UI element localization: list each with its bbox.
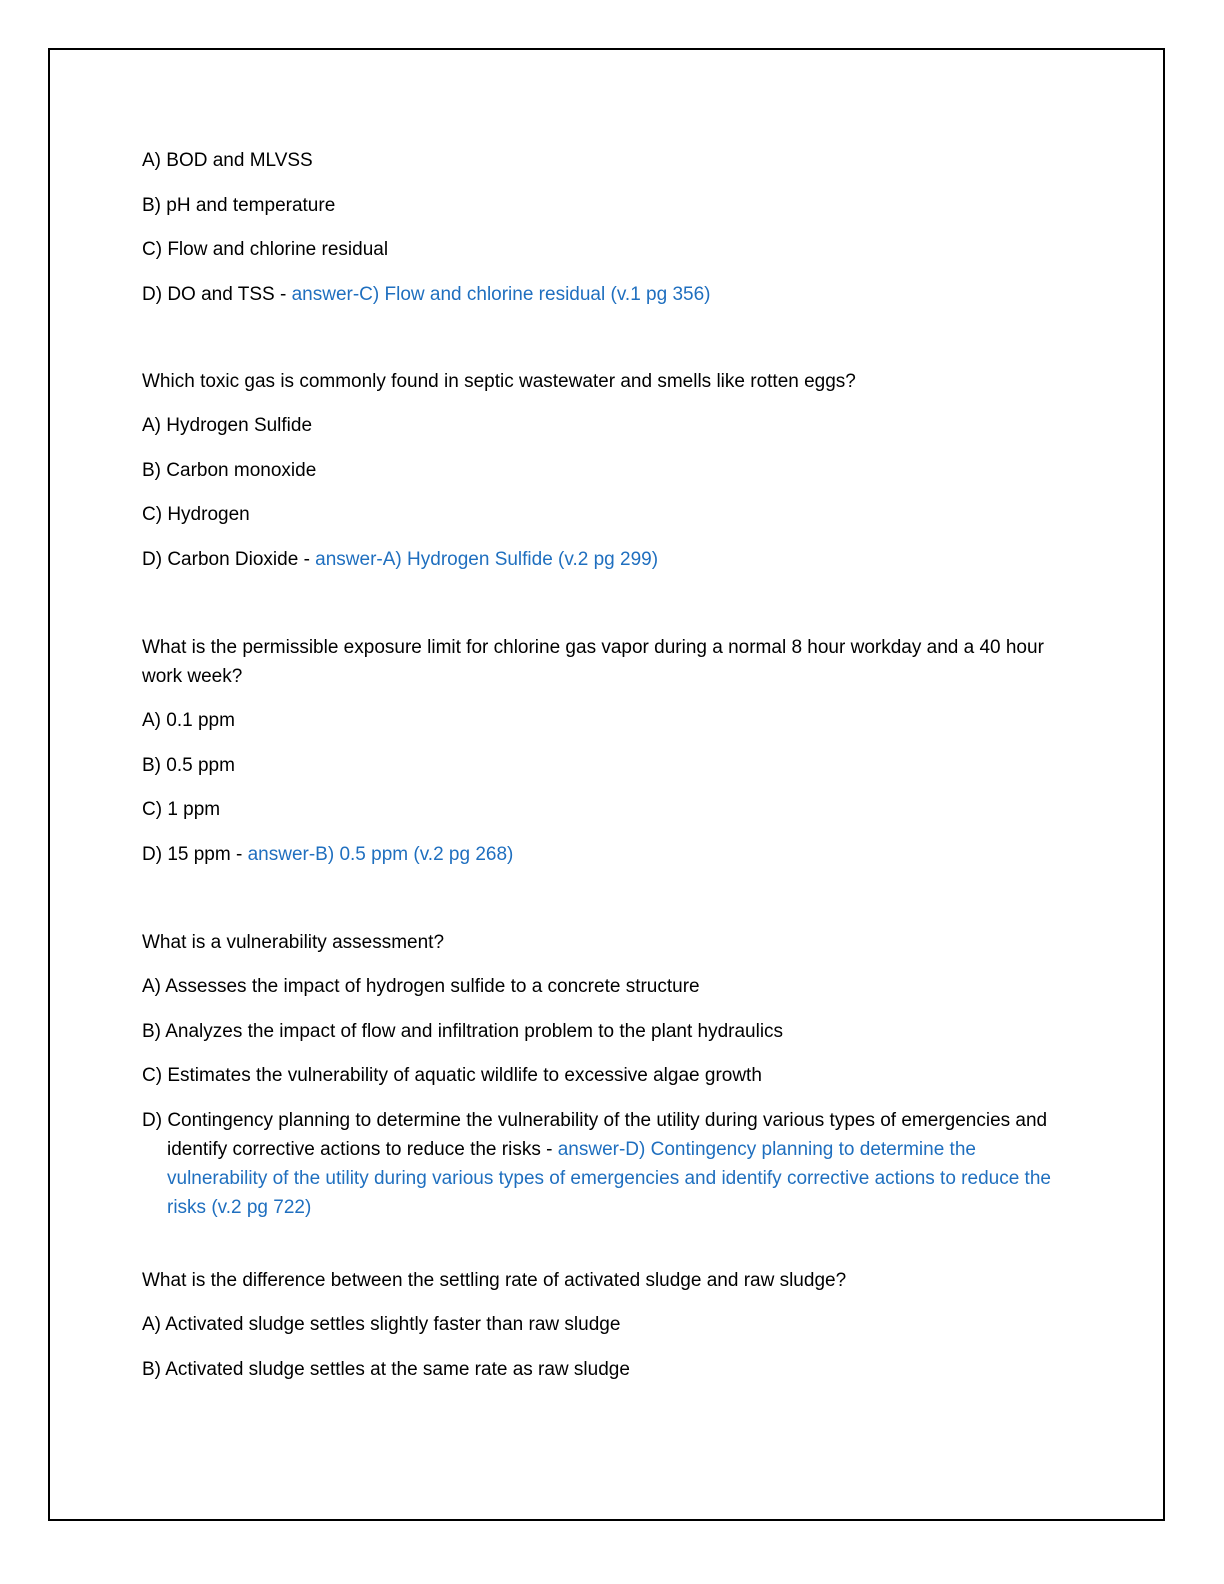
option-c: C) Estimates the vulnerability of aquatic wildlife to excessive algae growth [142, 1065, 762, 1086]
option-d: D) Carbon Dioxide - [142, 548, 316, 570]
option-d: D) 15 ppm - [142, 843, 248, 865]
question-text: What is the permissible exposure limit for chlorine gas vapor during a normal 8 hour workday and a 40 hour work week? [142, 636, 1044, 687]
option-d: D) Contingency planning to determine the vulnerability of the utility during various types of emergencies and identify corrective actions to reduce the risks - [142, 1109, 1048, 1160]
answer-text: answer-A) Hydrogen Sulfide (v.2 pg 299) [315, 548, 659, 570]
option-d-with-answer [142, 545, 1072, 574]
answer-text: answer-D) Contingency planning to determine the vulnerability of the utility during various types of emergencies and identify corrective actions to reduce the risks (v.2 pg 722) [167, 1138, 1051, 1218]
question-block-4 [142, 928, 1072, 1222]
option-a: A) Hydrogen Sulfide [142, 415, 313, 436]
option-d-with-answer [142, 280, 1072, 309]
option-a: A) Activated sludge settles slightly faster than raw sludge [142, 1314, 621, 1335]
question-text: What is the difference between the settling rate of activated sludge and raw sludge? [142, 1269, 847, 1291]
option-d: D) DO and TSS - [142, 283, 292, 305]
answer-text: answer-B) 0.5 ppm (v.2 pg 268) [247, 843, 514, 865]
option-d-with-answer [142, 840, 1072, 869]
option-c: C) 1 ppm [142, 799, 221, 820]
option-b: B) Analyzes the impact of flow and infiltration problem to the plant hydraulics [142, 1020, 784, 1042]
option-a: A) Assesses the impact of hydrogen sulfide to a concrete structure [142, 976, 700, 997]
option-b: B) 0.5 ppm [142, 754, 235, 776]
option-b: B) Activated sludge settles at the same rate as raw sludge [142, 1358, 630, 1380]
question-block-5 [142, 1266, 1072, 1384]
option-c: C) Flow and chlorine residual [142, 239, 389, 260]
answer-text: answer-C) Flow and chlorine residual (v.1 pg 356) [291, 283, 711, 305]
option-a: A) BOD and MLVSS [142, 150, 313, 171]
option-c: C) Hydrogen [142, 504, 250, 525]
option-b: B) pH and temperature [142, 194, 336, 216]
option-b: B) Carbon monoxide [142, 459, 317, 481]
document-content [142, 146, 1072, 1399]
question-block-2 [142, 367, 1072, 574]
question-block-1 [142, 146, 1072, 309]
option-a: A) 0.1 ppm [142, 710, 235, 731]
question-text: What is a vulnerability assessment? [142, 931, 445, 953]
option-d-with-answer [142, 1106, 1072, 1222]
question-block-3 [142, 633, 1072, 869]
question-text: Which toxic gas is commonly found in septic wastewater and smells like rotten eggs? [142, 370, 856, 392]
